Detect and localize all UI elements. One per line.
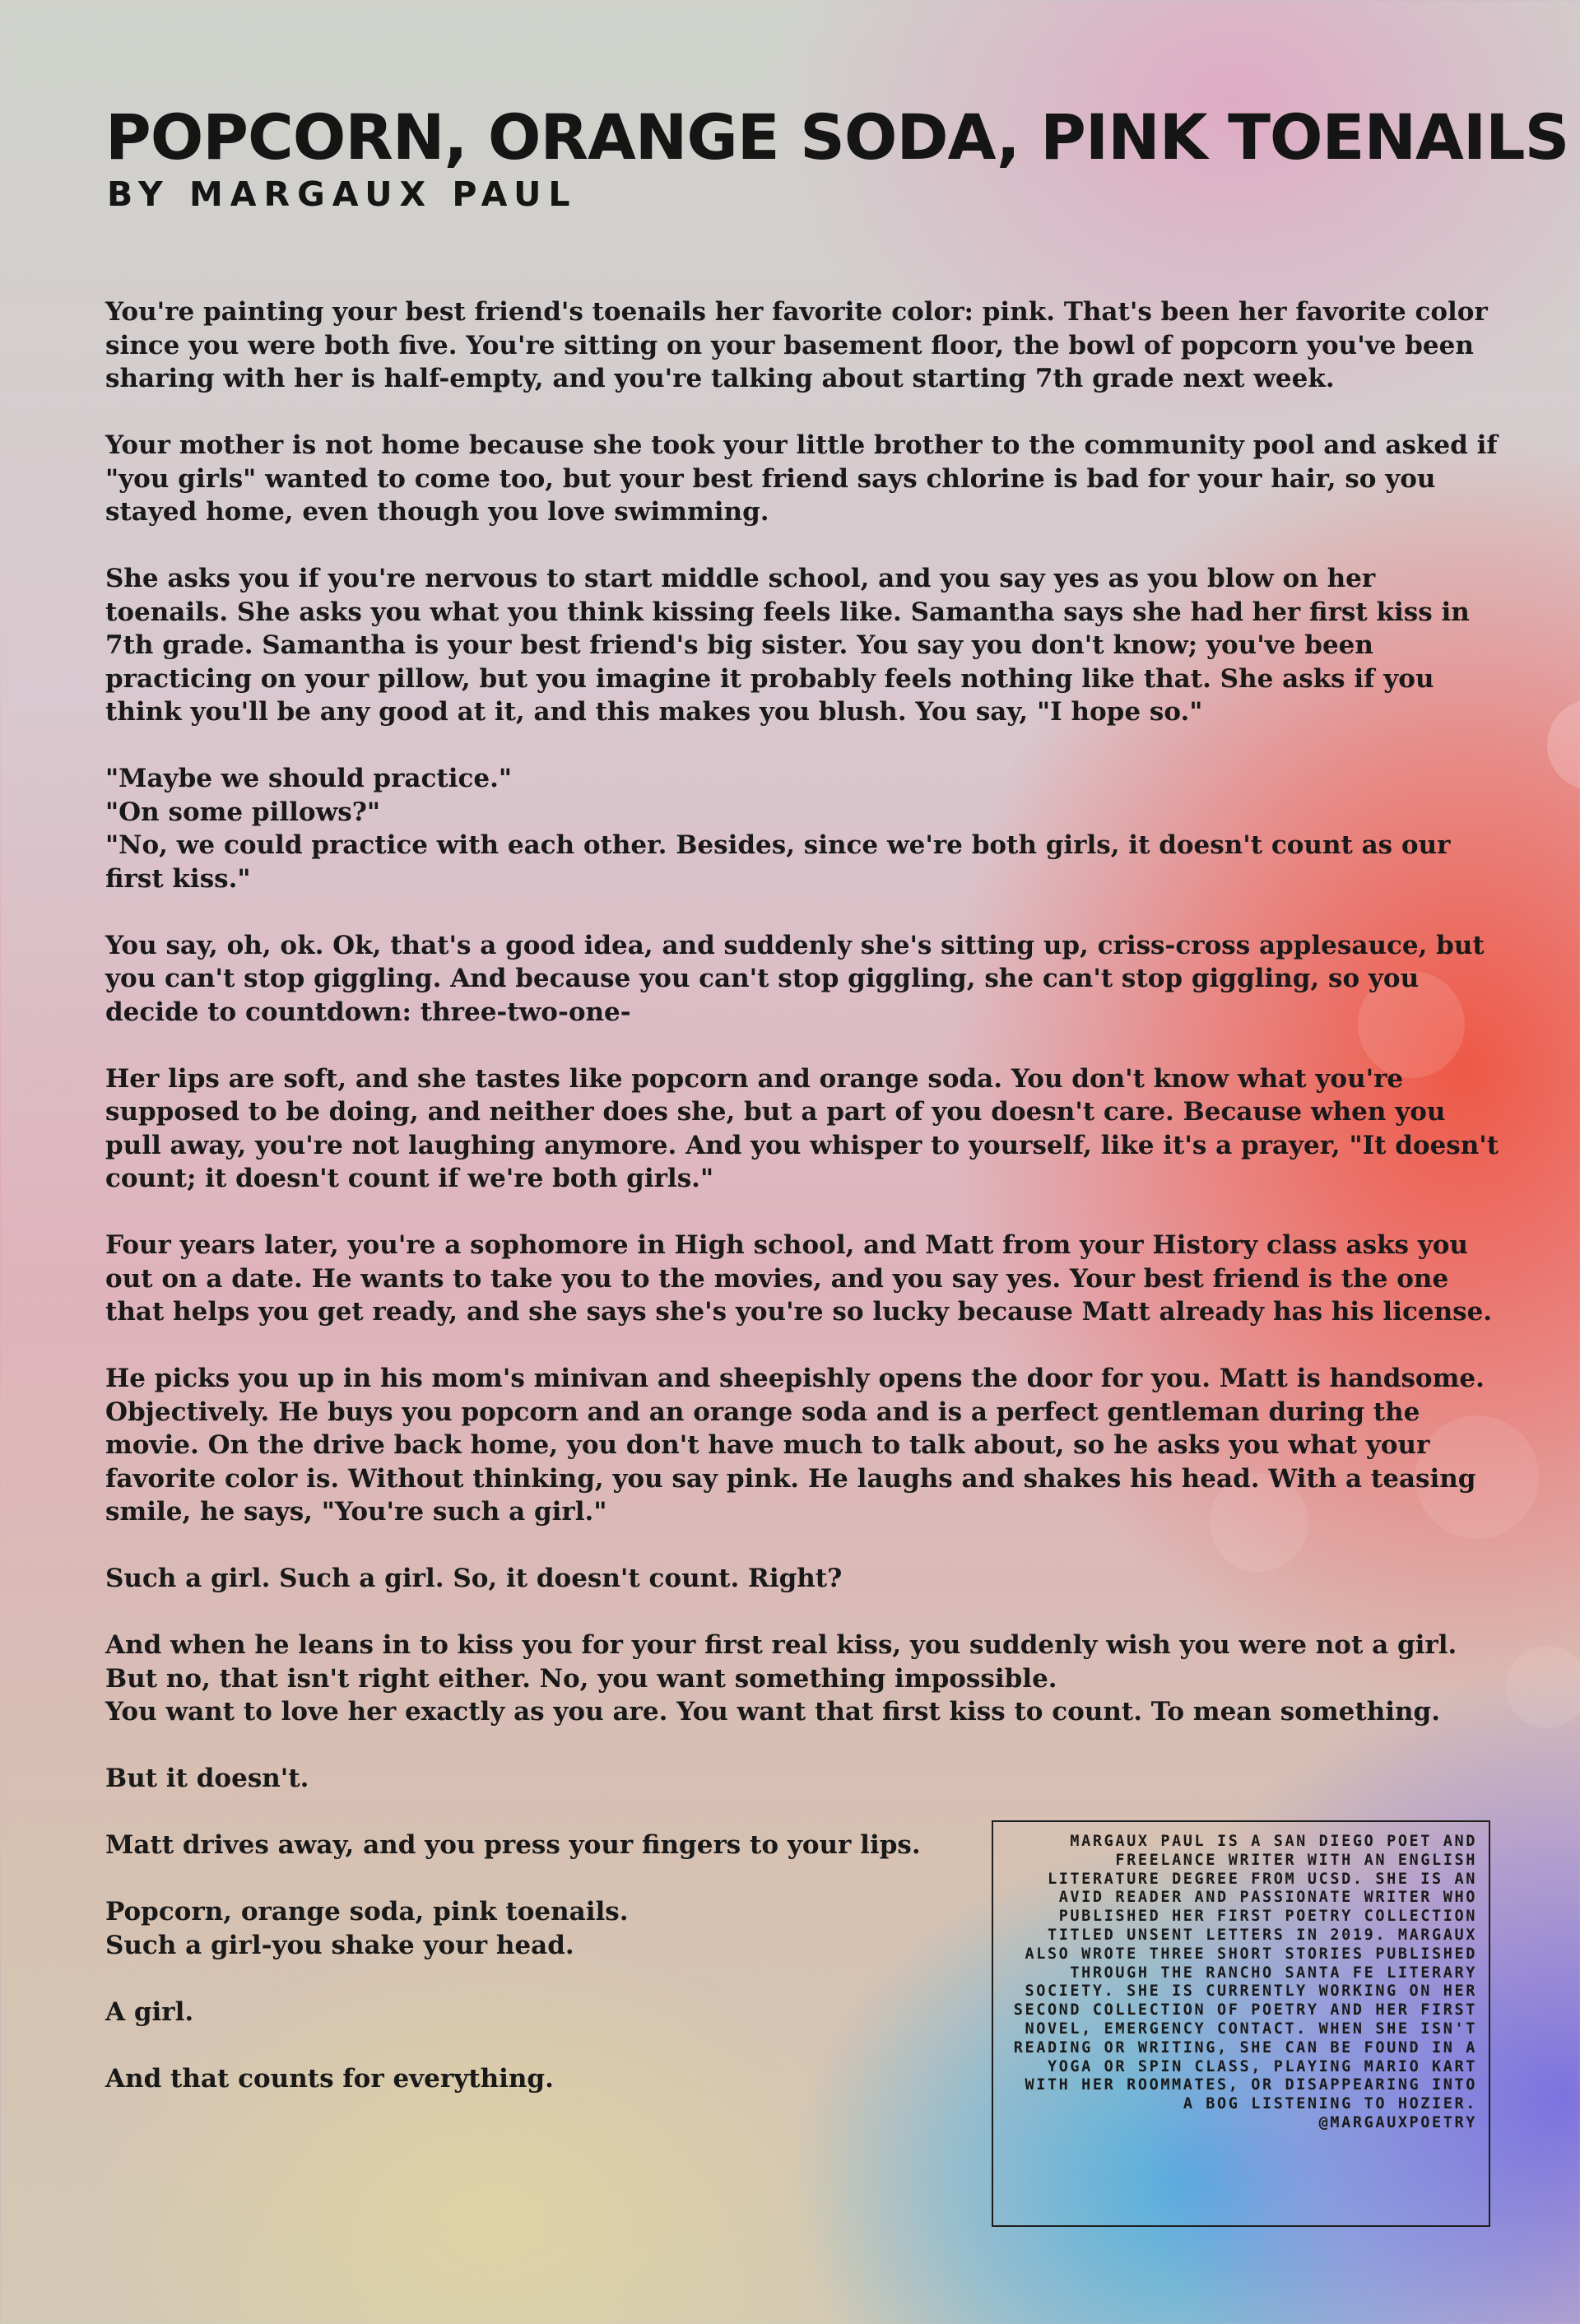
bokeh-light [1547, 700, 1580, 790]
story-paragraph: She asks you if you're nervous to start middle school, and you say yes as you blow on her toenails. She asks you what you think kissing feels like. Samantha says she had her first kiss in 7th grade. Samantha is your best friend's big sister. You say you don't know; you've been practicing on your pillow, but you imagine it probably feels nothing like that. She asks if you think you'll be any good at it, and this makes you blush. You say, "I hope so." [105, 564, 1470, 727]
story-paragraph: Your mother is not home because she took your little brother to the community pool and asked if "you girls" wanted to come too, but your best friend says chlorine is bad for your hair, so you stayed home, even though you love swimming. [105, 430, 1498, 527]
story-paragraph: But it doesn't. [105, 1764, 309, 1793]
author-bio-text: MARGAUX PAUL IS A SAN DIEGO POET AND FREELANCE WRITER WITH AN ENGLISH LITERATURE DEGREE FROM UCSD. SHE IS AN AVID READER AND PASSIONATE WRITER WHO PUBLISHED HER FIRST POETRY COLLECTION TITLED UNSENT LETTERS IN 2019. MARGAUX ALSO WROTE THREE SHORT STORIES PUBLISHED THROUGH THE RANCHO SANTA FE LITERARY SOCIETY. SHE IS CURRENTLY WORKING ON HER SECOND COLLECTION OF POETRY AND HER FIRST NOVEL, EMERGENCY CONTACT. WHEN SHE ISN'T READING OR WRITING, SHE CAN BE FOUND IN A YOGA OR SPIN CLASS, PLAYING MARIO KART WITH HER ROOMMATES, OR DISAPPEARING INTO A BOG LISTENING TO HOZIER. [1013, 1833, 1477, 2113]
story-paragraph: Such a girl. Such a girl. So, it doesn't count. Right? [105, 1564, 843, 1593]
story-paragraph: You're painting your best friend's toenails her favorite color: pink. That's been her favorite color since you were both five. You're sitting on your basement floor, the bowl of popcorn you've been sharing with her is half-empty, and you're talking about starting 7th grade next week. [105, 297, 1488, 393]
story-paragraph: And that counts for everything. [105, 2063, 554, 2094]
article-title: POPCORN, ORANGE SODA, PINK TOENAILS [105, 100, 1569, 174]
author-social-handle: @MARGAUXPOETRY [1318, 2113, 1477, 2131]
story-paragraph: Four years later, you're a sophomore in High school, and Matt from your History class asks you out on a date. He wants to take you to the movies, and you say yes. Your best friend is the one that helps you get ready, and she says she's you're so lucky because Matt already has his license. [105, 1230, 1493, 1327]
story-paragraph: And when he leans in to kiss you for your first real kiss, you suddenly wish you were not a girl. But no, that isn't right either. No, you want something impossible. You want to love her exactly as you are. You want that first kiss to count. To mean something. [105, 1630, 1457, 1727]
story-paragraph: You say, oh, ok. Ok, that's a good idea, and suddenly she's sitting up, criss-cross applesauce, but you can't stop giggling. And because you can't stop giggling, she can't stop giggling, so you decide to countdown: three-two-one- [105, 930, 1485, 1027]
story-paragraph: He picks you up in his mom's minivan and sheepishly opens the door for you. Matt is handsome. Objectively. He buys you popcorn and an orange soda and is a perfect gentleman during the movie. On the drive back home, you don't have much to talk about, so he asks you what your favorite color is. Without thinking, you say pink. He laughs and shakes his head. With a teasing smile, he says, "You're such a girl." [105, 1364, 1485, 1527]
author-bio-box [992, 1820, 1490, 2227]
story-paragraph: Her lips are soft, and she tastes like popcorn and orange soda. You don't know what you're supposed to be doing, and neither does she, but a part of you doesn't care. Because when you pull away, you're not laughing anymore. And you whisper to yourself, like it's a prayer, "It doesn't count; it doesn't count if we're both girls." [105, 1063, 1499, 1193]
story-paragraph: A girl. [105, 1996, 194, 2027]
bokeh-light [1506, 1646, 1580, 1728]
author-byline: BY MARGAUX PAUL [107, 174, 578, 214]
story-paragraph: Popcorn, orange soda, pink toenails. Such a girl-you shake your head. [105, 1897, 629, 1960]
story-paragraph: "Maybe we should practice." "On some pillows?" "No, we could practice with each other. Besides, since we're both girls, it doesn't count as our first kiss." [105, 764, 1451, 894]
story-paragraph: Matt drives away, and you press your fingers to your lips. [105, 1830, 921, 1860]
